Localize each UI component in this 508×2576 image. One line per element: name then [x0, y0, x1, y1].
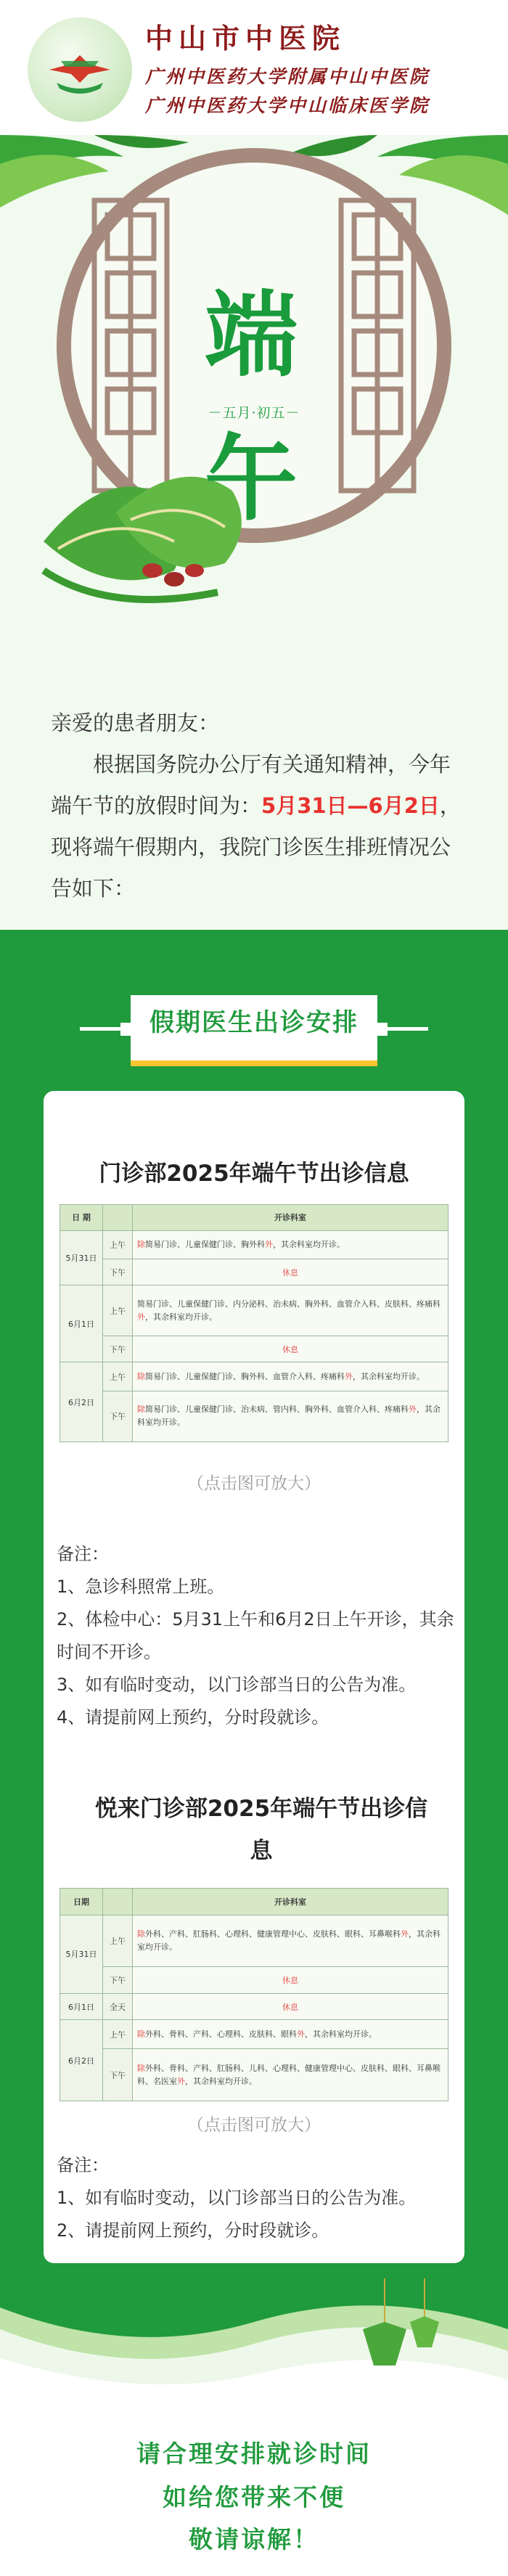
- note-line: 2、请提前网上预约，分时段就诊。: [57, 2220, 329, 2241]
- table-cell-content: 除简易门诊、儿童保健门诊、胸外科外，其余科室均开诊。: [133, 1230, 448, 1259]
- table-cell-content: 除外科、骨科、产科、肛肠科、儿科、心理科、健康管理中心、皮肤科、眼科、耳鼻喉科、名医室外，其余科室均开诊。: [133, 2049, 448, 2101]
- hospital-logo: [28, 17, 132, 122]
- table-cell-half: 下午: [103, 1259, 133, 1285]
- table-cell-half: 下午: [103, 1967, 133, 1994]
- note-line: 备注：: [57, 2155, 109, 2175]
- table-row: [60, 1391, 448, 1442]
- yuelai-table[interactable]: [60, 1888, 448, 2101]
- table-cell-half: 上午: [103, 1915, 133, 1967]
- hospital-subtitle-2: 广州中医药大学中山临床医学院: [145, 95, 430, 116]
- table-cell-rest: 休息: [133, 1967, 448, 1994]
- note-line: 备注：: [57, 1544, 109, 1564]
- table-header-row: [60, 1205, 448, 1231]
- table-cell-half: 上午: [103, 1285, 133, 1336]
- table-cell-rest: 休息: [133, 1993, 448, 2020]
- table-cell-half: 上午: [103, 1362, 133, 1391]
- table-row: [60, 2049, 448, 2101]
- intro-before: 根据国务院办公厅有关通知精神，今年端午节的放假时间为：: [51, 752, 451, 818]
- zoom-hint: （点击图可放大）: [187, 1474, 321, 1493]
- table-row: [60, 1915, 448, 1967]
- holiday-period: 5月31日—6月2日: [261, 793, 440, 818]
- table-row: [60, 1285, 448, 1336]
- table-row: [60, 2020, 448, 2049]
- footer-line-2: 如给您带来不便: [163, 2483, 345, 2511]
- table-cell-half: 下午: [103, 2049, 133, 2101]
- note-line: 1、如有临时变动，以门诊部当日的公告为准。: [57, 2188, 417, 2208]
- table-header: 开诊科室: [133, 1889, 448, 1915]
- table-cell-half: 全天: [103, 1993, 133, 2020]
- table-cell-half: 上午: [103, 1230, 133, 1259]
- lunar-date: －五月·初五－: [208, 405, 300, 421]
- note-line: 1、急诊科照常上班。: [57, 1577, 225, 1597]
- table-row: [60, 1967, 448, 1994]
- hospital-name: 中山市中医院: [145, 22, 346, 54]
- table-row: [60, 1336, 448, 1362]
- table-cell-date: 6月1日: [60, 1993, 103, 2020]
- table-cell-date: 6月2日: [60, 1362, 103, 1442]
- table-header-row: [60, 1889, 448, 1915]
- table-cell-content: 除简易门诊、儿童保健门诊、胸外科、血管介入科、疼痛科外，其余科室均开诊。: [133, 1362, 448, 1391]
- table-cell-date: 5月31日: [60, 1915, 103, 1993]
- note-line: 4、请提前网上预约，分时段就诊。: [57, 1707, 329, 1727]
- table-cell-rest: 休息: [133, 1336, 448, 1362]
- table-header: 日 期: [60, 1205, 103, 1231]
- table-cell-half: 下午: [103, 1391, 133, 1442]
- hospital-subtitle-1: 广州中医药大学附属中山中医院: [145, 66, 430, 87]
- table-cell-content: 除外科、骨科、产科、心理科、皮肤科、眼科外，其余科室均开诊。: [133, 2020, 448, 2049]
- zoom-hint: （点击图可放大）: [187, 2116, 321, 2135]
- title-deco-left: [80, 1027, 123, 1031]
- hospital-header: [0, 0, 508, 135]
- note-line: 2、体检中心：5月31上午和6月2日上午开诊，其余时间不开诊。: [57, 1609, 454, 1662]
- schedule-card: [44, 1091, 464, 2263]
- footer-line-1: 请合理安排就诊时间: [136, 2440, 372, 2468]
- table-header: 日期: [60, 1889, 103, 1915]
- table-cell-half: 下午: [103, 1336, 133, 1362]
- table-row: [60, 1259, 448, 1285]
- title-deco-right: [385, 1027, 428, 1031]
- dragon-boat-hero: [0, 135, 508, 930]
- intro-paragraph: [51, 744, 462, 909]
- table-cell-content: 简易门诊、儿童保健门诊、内分泌科、治未病、胸外科、血管介入科、皮肤科、疼痛科外，其余科室均开诊。: [133, 1285, 448, 1336]
- outpatient-title: 门诊部2025年端午节出诊信息: [99, 1161, 409, 1187]
- table-cell-content: 除外科、产科、肛肠科、心理科、健康管理中心、皮肤科、眼科、耳鼻喉科外，其余科室均开诊。: [133, 1915, 448, 1967]
- yuelai-title: 悦来门诊部2025年端午节出诊信息: [94, 1796, 428, 1864]
- footer-line-3: 敬请谅解！: [189, 2525, 319, 2553]
- intro-after: ，现将端午假期内，我院门诊医生排班情况公告如下：: [51, 793, 461, 901]
- intro-text: [51, 703, 462, 909]
- table-cell-content: 除简易门诊、儿童保健门诊、治未病、管内科、胸外科、血管介入科、疼痛科外，其余科室均开诊。: [133, 1391, 448, 1442]
- table-header-half: [103, 1205, 133, 1231]
- hero-char-duan: 端: [205, 281, 298, 390]
- logo-emblem-icon: [28, 17, 132, 122]
- section-title-banner: [80, 995, 428, 1075]
- yuelai-notes: [57, 2149, 454, 2247]
- table-cell-date: 6月1日: [60, 1285, 103, 1362]
- table-cell-date: 6月2日: [60, 2020, 103, 2101]
- hero-char-wu: 午: [205, 425, 298, 533]
- greeting: 亲爱的患者朋友：: [51, 711, 220, 735]
- table-row: [60, 1993, 448, 2020]
- outpatient-notes: [57, 1538, 454, 1734]
- section-title: 假期医生出诊安排: [149, 1008, 359, 1037]
- table-cell-rest: 休息: [133, 1259, 448, 1285]
- note-line: 3、如有临时变动，以门诊部当日的公告为准。: [57, 1675, 417, 1695]
- schedule-section: [0, 930, 508, 2576]
- table-row: [60, 1362, 448, 1391]
- table-row: [60, 1230, 448, 1259]
- table-header: 开诊科室: [133, 1205, 448, 1231]
- table-header-half: [103, 1889, 133, 1915]
- table-cell-half: 上午: [103, 2020, 133, 2049]
- table-cell-date: 5月31日: [60, 1230, 103, 1285]
- outpatient-table[interactable]: [60, 1204, 448, 1442]
